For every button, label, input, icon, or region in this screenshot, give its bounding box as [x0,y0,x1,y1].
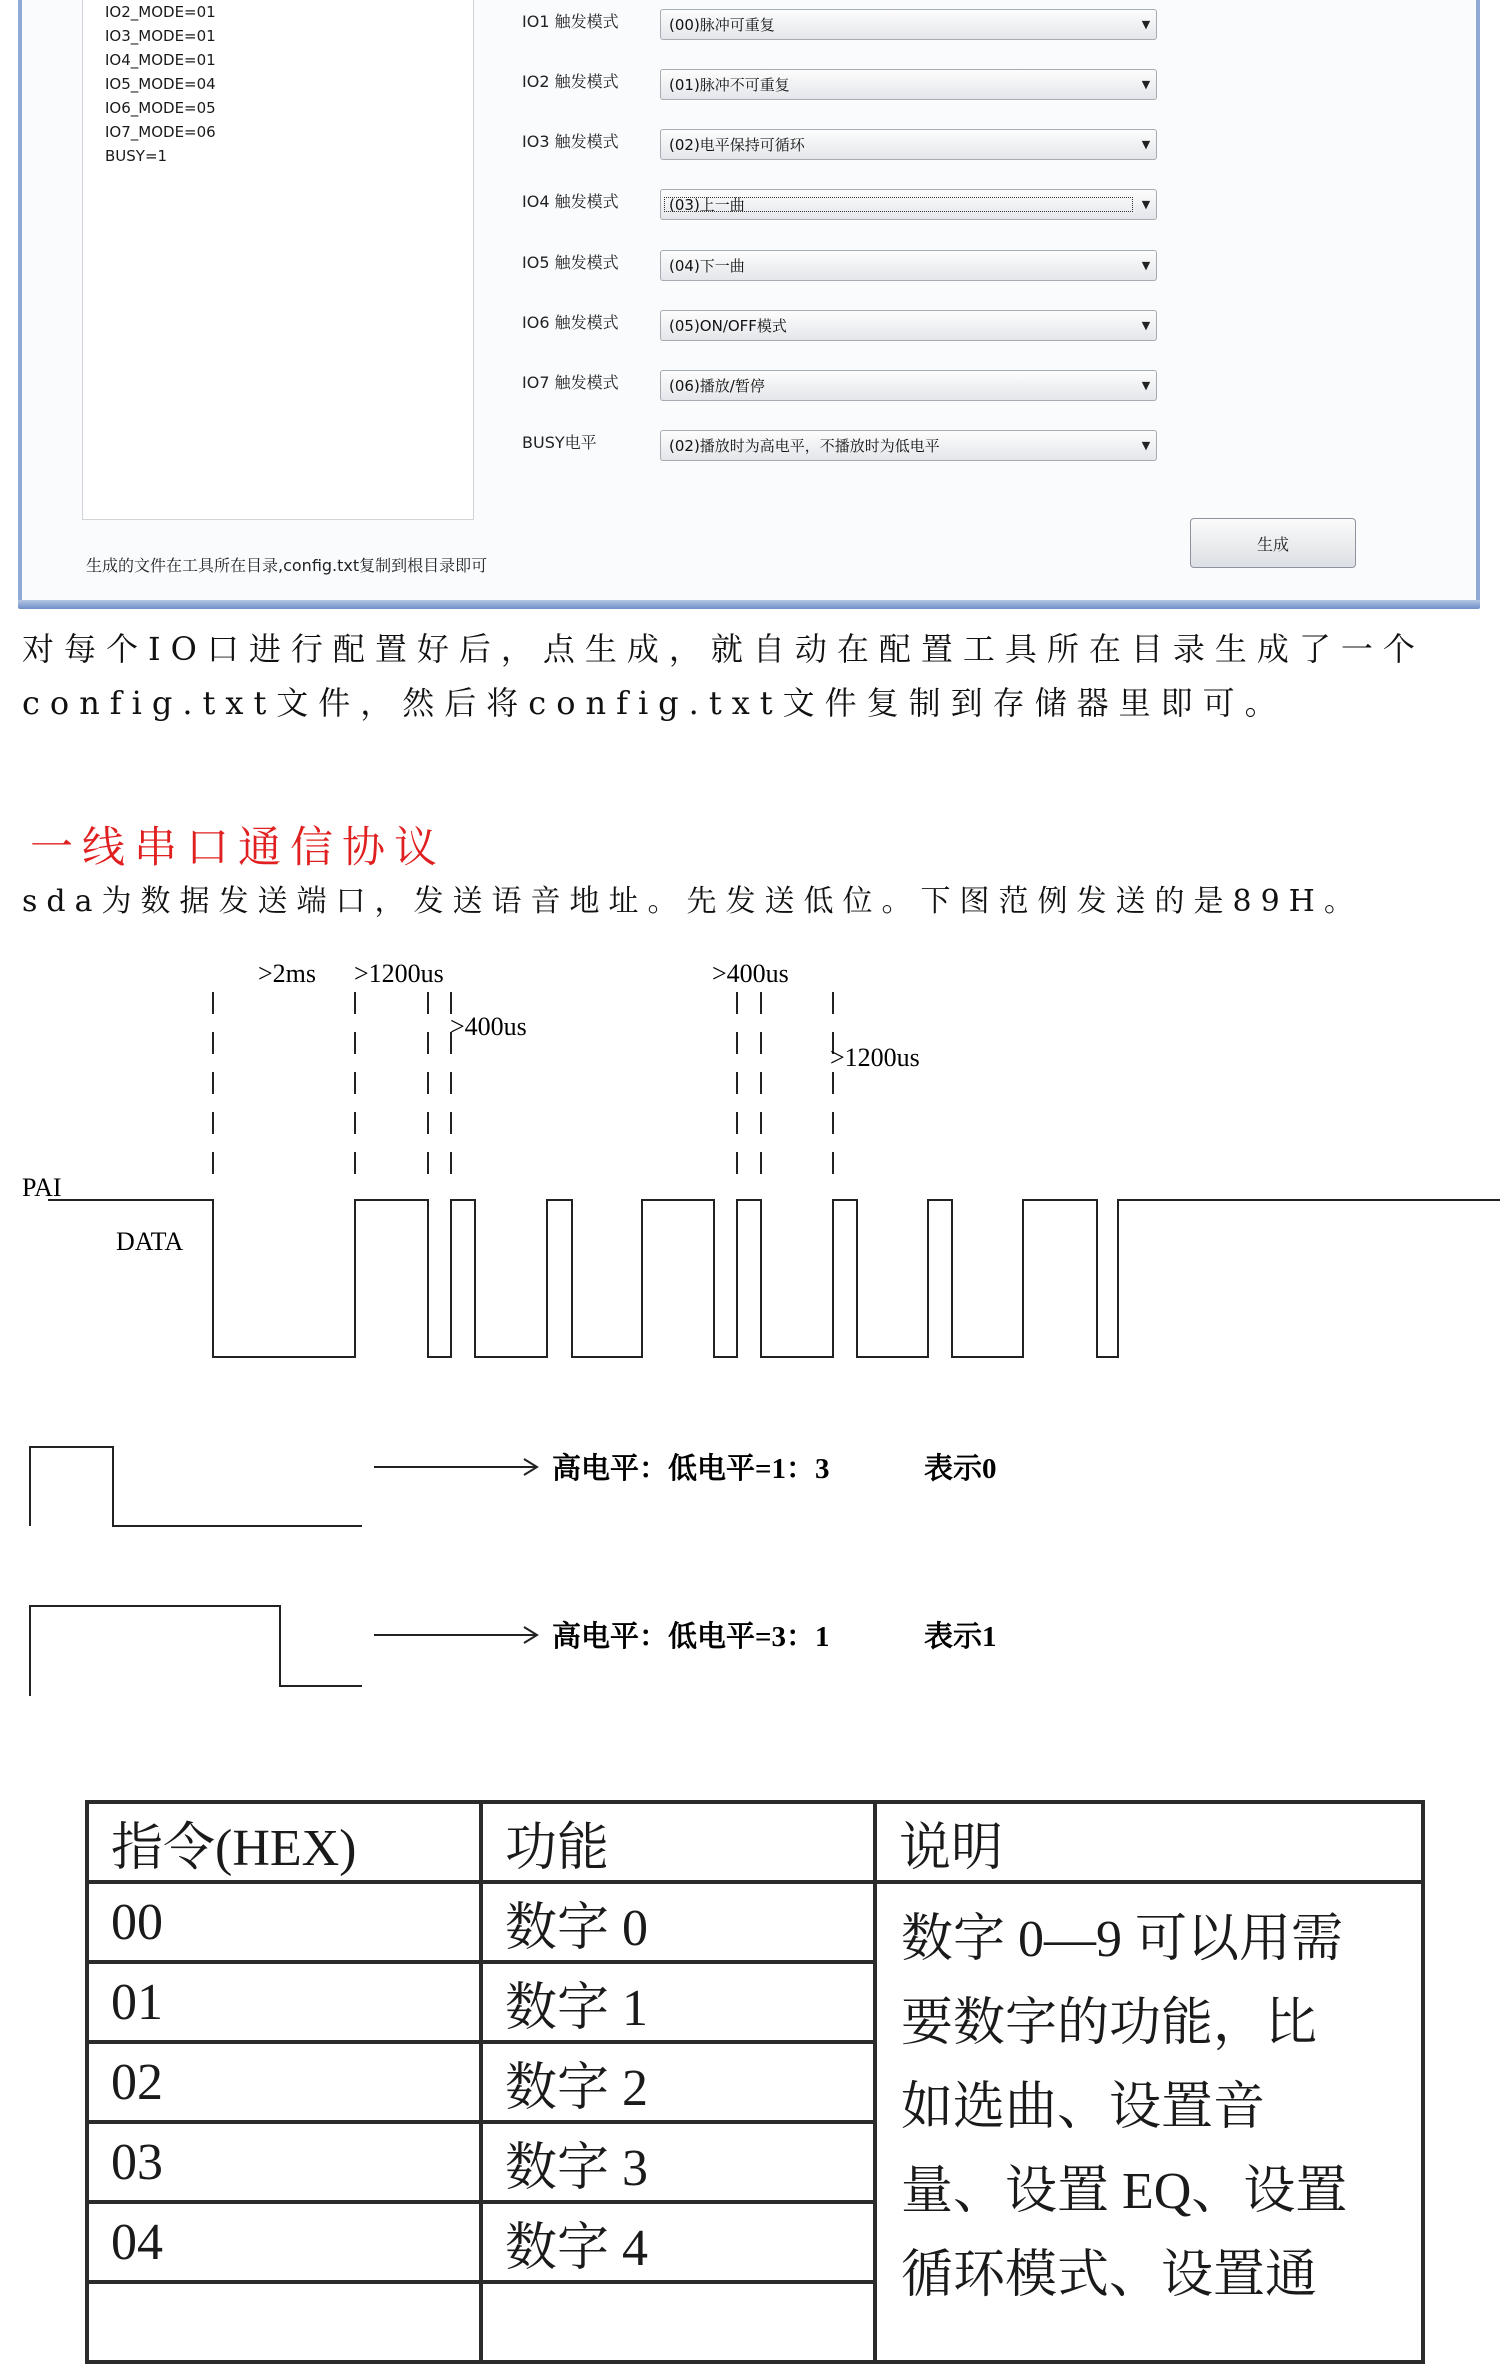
dropdown-arrow-icon: ▼ [1141,319,1151,332]
cell-function: 数字 0 [481,1882,875,1962]
io1-mode-label: IO1 触发模式 [522,12,619,31]
bit-one-waveform [30,1606,362,1696]
description-line: 数字 0—9 可以用需 [901,1911,1344,1968]
io3-mode-value: (02)电平保持可循环 [669,136,805,154]
bit-zero-meaning: 表示0 [924,1453,997,1485]
label-2ms: >2ms [258,959,317,988]
label-400us-b: >400us [712,959,789,988]
description-line: 量、设置 EQ、设置 [901,2163,1348,2220]
io4-mode-label: IO4 触发模式 [522,192,619,211]
io2-mode-value: (01)脉冲不可重复 [669,76,790,94]
bit-zero-waveform [30,1447,362,1526]
table-row [87,1882,1423,1962]
table-header-row [87,1802,1423,1882]
dropdown-arrow-icon: ▼ [1141,379,1151,392]
io1-mode-select[interactable] [660,9,1157,40]
io1-mode-value: (00)脉冲可重复 [669,16,775,34]
config-line: IO7_MODE=06 [105,123,216,141]
dropdown-arrow-icon: ▼ [1141,138,1151,151]
config-line: IO4_MODE=01 [105,51,216,69]
config-line: BUSY=1 [105,147,168,165]
header-function: 功能 [481,1802,875,1882]
description-line: 如选曲、设置音 [901,2079,1266,2136]
busy-level-value: (02)播放时为高电平，不播放时为低电平 [669,437,940,455]
config-line: IO3_MODE=01 [105,27,216,45]
config-line: IO6_MODE=05 [105,99,216,117]
io2-mode-label: IO2 触发模式 [522,72,619,91]
dropdown-arrow-icon: ▼ [1141,198,1151,211]
intro-paragraph: 对每个IO口进行配置好后，点生成，就自动在配置工具所在目录生成了一个config.txt文件，然后将config.txt文件复制到存储器里即可。 [22,630,1425,722]
io6-mode-select[interactable] [660,310,1157,341]
label-1200us-top: >1200us [354,959,444,988]
io7-mode-select[interactable] [660,370,1157,401]
label-400us-a: >400us [450,1012,527,1041]
dropdown-arrow-icon: ▼ [1141,78,1151,91]
header-description: 说明 [875,1802,1423,1882]
dropdown-arrow-icon: ▼ [1141,259,1151,272]
cell-description [875,1882,1423,2362]
config-output-list[interactable] [82,0,474,520]
cell-function-empty [481,2282,875,2362]
header-code: 指令(HEX) [87,1802,481,1882]
cell-code: 01 [87,1962,481,2042]
command-table [85,1800,1425,2364]
io2-mode-select[interactable] [660,69,1157,100]
io4-mode-select[interactable] [660,189,1157,220]
io5-mode-label: IO5 触发模式 [522,253,619,272]
io7-mode-label: IO7 触发模式 [522,373,619,392]
io5-mode-value: (04)下一曲 [669,257,745,275]
dropdown-arrow-icon: ▼ [1141,18,1151,31]
cell-code: 03 [87,2122,481,2202]
pin-label-pai: PAI [22,1173,62,1202]
bit-zero-ratio: 高电平：低电平=1：3 [552,1453,830,1485]
description-line: 要数字的功能，比 [901,1995,1318,2052]
window-frame-bottom [18,600,1480,609]
cell-code-empty [87,2282,481,2362]
cell-function: 数字 4 [481,2202,875,2282]
busy-level-select[interactable] [660,430,1157,461]
cell-code: 02 [87,2042,481,2122]
io4-mode-value: (03)上一曲 [661,194,1136,215]
io6-mode-value: (05)ON/OFF模式 [669,317,787,335]
cell-function: 数字 1 [481,1962,875,2042]
signal-label-data: DATA [116,1227,184,1256]
io3-mode-select[interactable] [660,129,1157,160]
cell-code: 00 [87,1882,481,1962]
busy-level-label: BUSY电平 [522,433,597,452]
dropdown-arrow-icon: ▼ [1141,439,1151,452]
bit-encoding-diagram [0,1420,1500,1720]
description-line: 循环模式、设置通 [901,2247,1318,2304]
bit-one-meaning: 表示1 [924,1621,997,1653]
timing-diagram [0,940,1500,1380]
output-path-note: 生成的文件在工具所在目录,config.txt复制到根目录即可 [86,556,488,575]
data-waveform [90,1200,1500,1357]
section-heading: 一线串口通信协议 [30,823,446,873]
io5-mode-select[interactable] [660,250,1157,281]
cell-code: 04 [87,2202,481,2282]
cell-function: 数字 3 [481,2122,875,2202]
config-line: IO2_MODE=01 [105,3,216,21]
bit-one-ratio: 高电平：低电平=3：1 [552,1621,830,1653]
io7-mode-value: (06)播放/暂停 [669,377,765,395]
generate-button[interactable]: 生成 [1190,518,1356,568]
io6-mode-label: IO6 触发模式 [522,313,619,332]
label-1200us-right: >1200us [830,1043,920,1072]
section-description: sda为数据发送端口，发送语音地址。先发送低位。下图范例发送的是89H。 [22,884,1363,919]
cell-function: 数字 2 [481,2042,875,2122]
io3-mode-label: IO3 触发模式 [522,132,619,151]
config-line: IO5_MODE=04 [105,75,216,93]
